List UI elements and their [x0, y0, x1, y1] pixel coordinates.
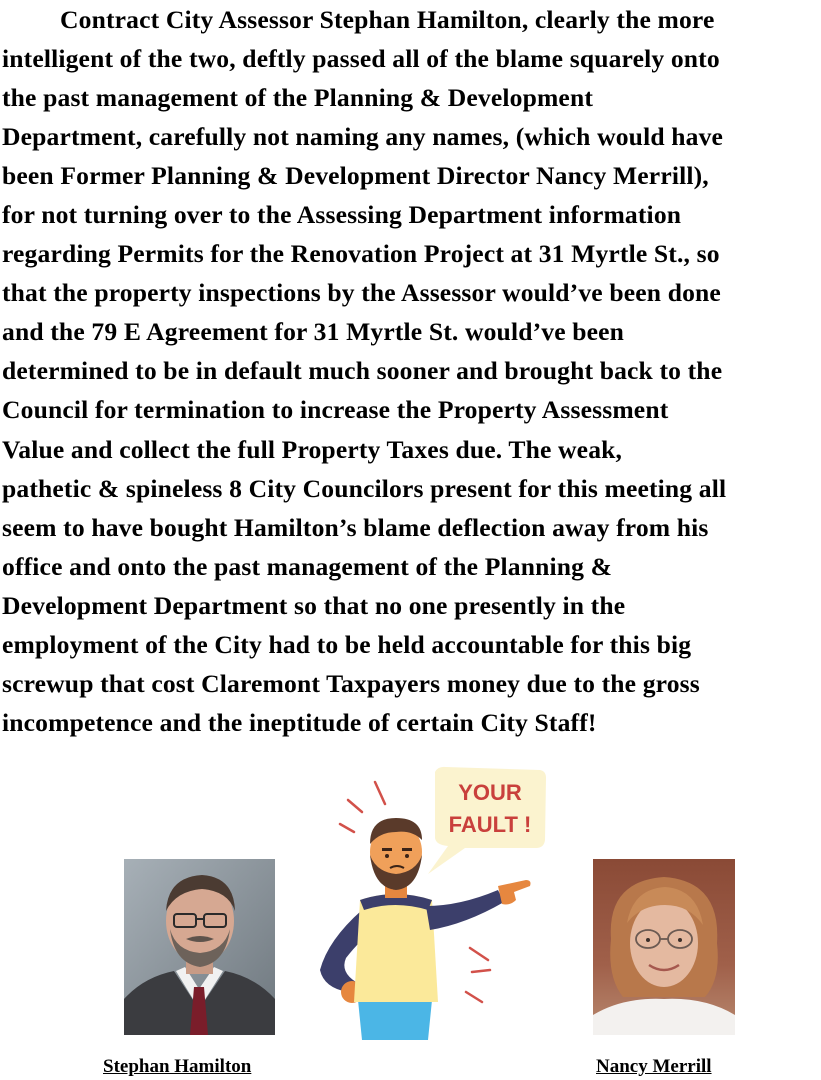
cartoon-illustration [300, 760, 550, 1040]
paragraph-line: that the property inspections by the Assessor would’ve been done [2, 278, 721, 308]
paragraph-line: and the 79 E Agreement for 31 Myrtle St. would’ve been [2, 317, 625, 347]
paragraph-line: determined to be in default much sooner and brought back to the [2, 356, 723, 386]
paragraph-line: been Former Planning & Development Director Nancy Merrill), [2, 161, 709, 191]
paragraph-line: intelligent of the two, deftly passed all of the blame squarely onto [2, 44, 720, 74]
merrill-photo [593, 859, 735, 1035]
paragraph-line: Council for termination to increase the Property Assessment [2, 395, 669, 425]
paragraph-line: pathetic & spineless 8 City Councilors present for this meeting all [2, 473, 727, 503]
paragraph-line: seem to have bought Hamilton’s blame deflection away from his [2, 512, 709, 542]
paragraph-line: Contract City Assessor Stephan Hamilton, clearly the more [60, 5, 715, 34]
caption-nancy-merrill: Nancy Merrill [596, 1056, 712, 1077]
paragraph-line: employment of the City had to be held accountable for this big [2, 629, 692, 659]
article-paragraph [2, 0, 821, 742]
paragraph-line: office and onto the past management of the Planning & [2, 551, 613, 581]
paragraph-line: screwup that cost Claremont Taxpayers money due to the gross [2, 668, 700, 698]
paragraph-line: regarding Permits for the Renovation Project at 31 Myrtle St., so [2, 239, 720, 269]
paragraph-line: Development Department so that no one presently in the [2, 590, 626, 620]
hamilton-photo [124, 859, 275, 1035]
paragraph-line: the past management of the Planning & Development [2, 83, 593, 113]
caption-stephan-hamilton: Stephan Hamilton [103, 1056, 252, 1077]
speech-text-line2: FAULT ! [448, 812, 532, 837]
speech-text-line1: YOUR [458, 780, 522, 805]
paragraph-line: for not turning over to the Assessing Department information [2, 200, 682, 230]
paragraph-line: Department, carefully not naming any names, (which would have [2, 122, 724, 152]
paragraph-line: Value and collect the full Property Taxes due. The weak, [2, 434, 623, 464]
paragraph-line: incompetence and the ineptitude of certain City Staff! [2, 707, 597, 737]
